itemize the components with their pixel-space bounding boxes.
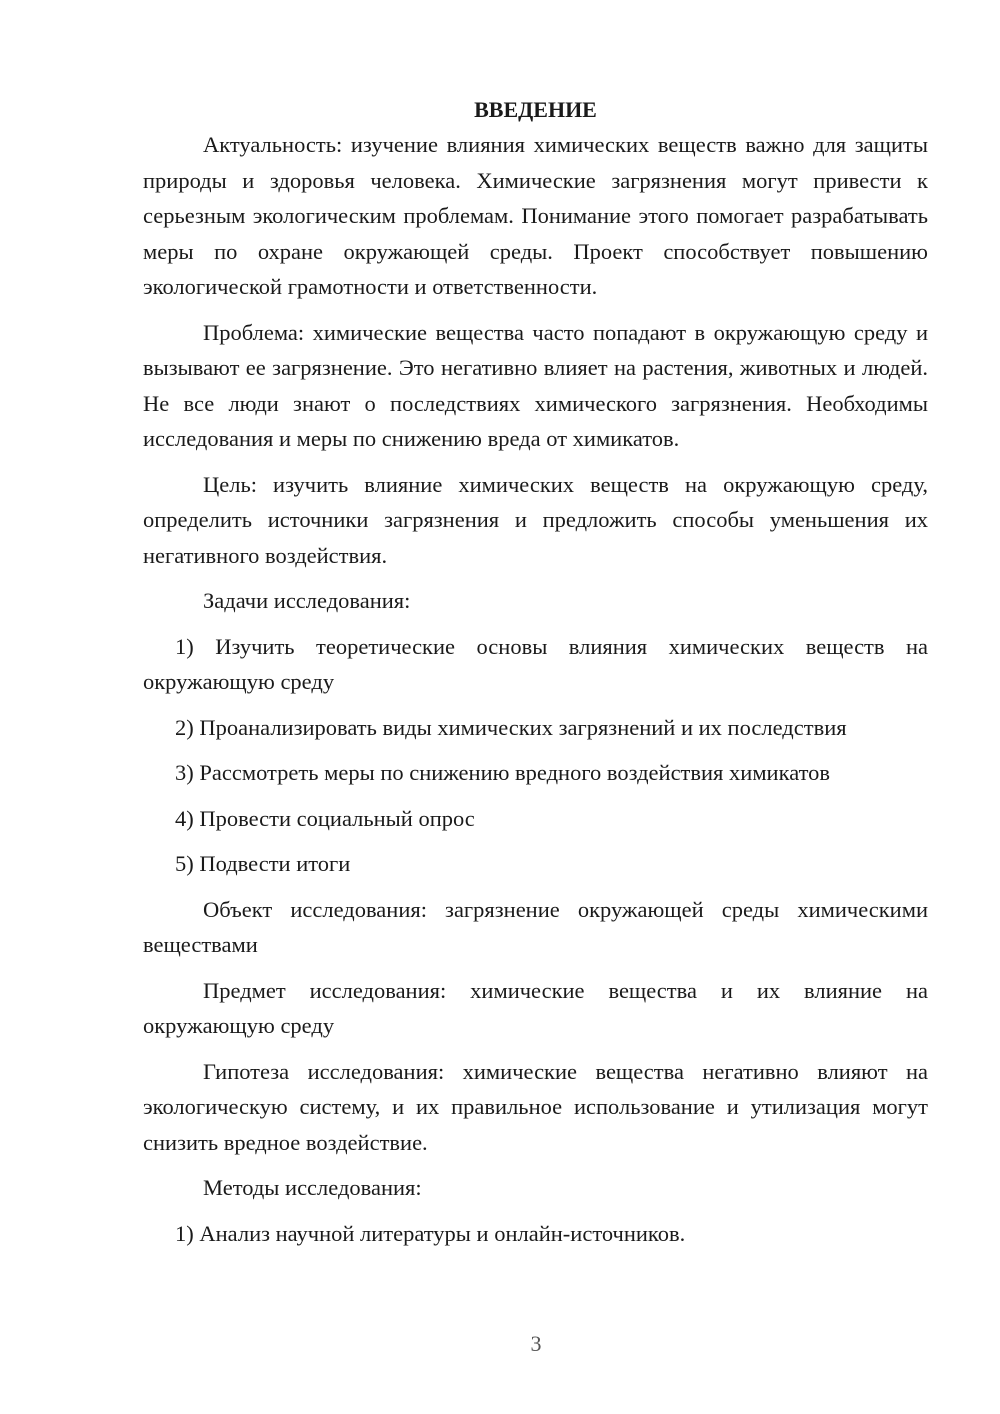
- page-number: 3: [530, 1331, 542, 1356]
- method-item-1: 1) Анализ научной литературы и онлайн-источников.: [175, 1220, 686, 1246]
- hypothesis-paragraph: Гипотеза исследования: химические вещества негативно влияют на экологическую систему, и их правильное использование и утилизация могут снизить вредное воздействие.: [143, 1058, 928, 1155]
- task-item-5: 5) Подвести итоги: [175, 851, 351, 876]
- task-item-2: 2) Проанализировать виды химических загрязнений и их последствия: [175, 714, 847, 740]
- methods-heading: Методы исследования:: [203, 1175, 422, 1200]
- problem-paragraph: Проблема: химические вещества часто попадают в окружающую среду и вызывают ее загрязнение. Это негативно влияет на растения, животных и людей. Не все люди знают о последствиях химического загрязнения. Необходимы исследования и меры по снижению вреда от химикатов.: [143, 319, 928, 451]
- task-item-4: 4) Провести социальный опрос: [175, 805, 475, 831]
- goal-paragraph: Цель: изучить влияние химических веществ на окружающую среду, определить источники загрязнения и предложить способы уменьшения их негативного воздействия.: [143, 471, 928, 568]
- page-title: ВВЕДЕНИЕ: [474, 97, 597, 122]
- tasks-heading: Задачи исследования:: [203, 588, 411, 613]
- relevance-paragraph: Актуальность: изучение влияния химических веществ важно для защиты природы и здоровья человека. Химические загрязнения могут привести к серьезным экологическим проблемам. Понимание этого помогает разрабатывать меры по охране окружающей среды. Проект способствует повышению экологической грамотности и ответственности.: [143, 132, 928, 299]
- document-page: [143, 92, 928, 1261]
- subject-paragraph: Предмет исследования: химические вещества и их влияние на окружающую среду: [143, 977, 928, 1038]
- task-item-1: 1) Изучить теоретические основы влияния химических веществ на окружающую среду: [143, 633, 928, 694]
- task-item-3: 3) Рассмотреть меры по снижению вредного воздействия химикатов: [175, 760, 831, 785]
- object-paragraph: Объект исследования: загрязнение окружающей среды химическими веществами: [143, 896, 928, 957]
